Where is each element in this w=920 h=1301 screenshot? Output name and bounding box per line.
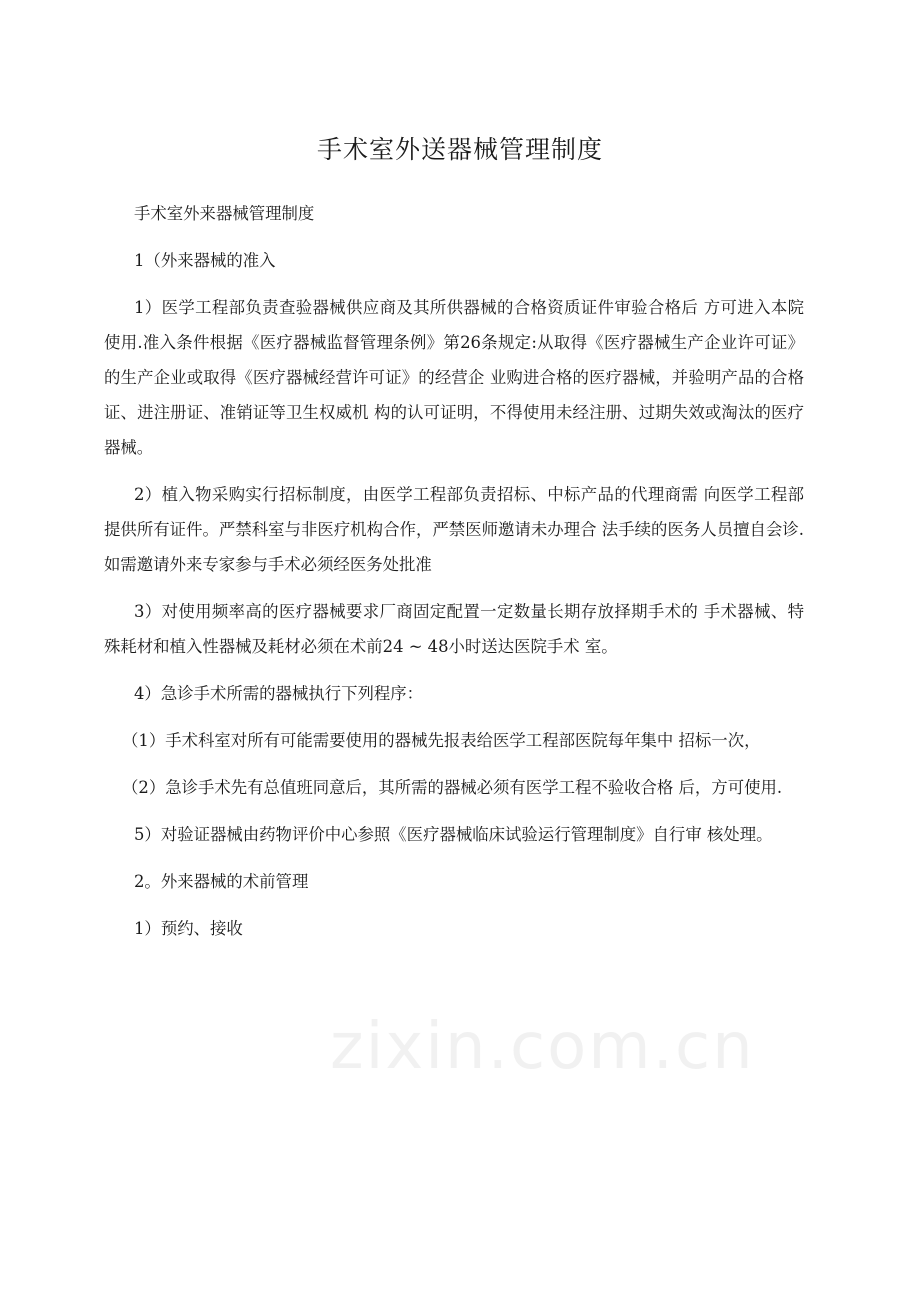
paragraph-item-4: 4）急诊手术所需的器械执行下列程序： — [134, 684, 424, 703]
subtitle-paragraph: 手术室外来器械管理制度 — [134, 204, 315, 223]
paragraph-item-5: 5）对验证器械由药物评价中心参照《医疗器械临床试验运行管理制度》自行审 核处理。 — [134, 825, 773, 844]
paragraph-item-6: 1）预约、接收 — [134, 919, 243, 938]
paragraph-item-2: 2）植入物采购实行招标制度，由医学工程部负责招标、中标产品的代理商需 向医学工程部提供所有证件。严禁科室与非医疗机构合作，严禁医师邀请未办理合 法手续的医务人员擅自会诊.如需邀请外来专家参与手术必须经医务处批准 — [104, 485, 804, 574]
section-heading-2: 2。外来器械的术前管理 — [134, 872, 309, 891]
document-body — [104, 196, 804, 958]
section-heading-1: 1（外来器械的准入 — [134, 251, 276, 270]
paragraph-subitem-2: （2）急诊手术先有总值班同意后，其所需的器械必须有医学工程不验收合格 后，方可使用. — [122, 778, 783, 797]
paragraph-item-1: 1）医学工程部负责查验器械供应商及其所供器械的合格资质证件审验合格后 方可进入本院使用.准入条件根据《医疗器械监督管理条例》第26条规定:从取得《医疗器械生产企业许可证》的生产企业或取得《医疗器械经营许可证》的经营企 业购进合格的医疗器械，并验明产品的合格证、进注册证、准销证等卫生权威机 构的认可证明，不得使用未经注册、过期失效或淘汰的医疗器械。 — [104, 298, 804, 457]
paragraph-subitem-1: （1）手术科室对所有可能需要使用的器械先报表给医学工程部医院每年集中 招标一次， — [122, 731, 761, 750]
document-title: 手术室外送器械管理制度 — [316, 135, 603, 164]
watermark: zixin.com.cn — [330, 1010, 755, 1084]
paragraph-item-3: 3）对使用频率高的医疗器械要求厂商固定配置一定数量长期存放择期手术的 手术器械、特殊耗材和植入性器械及耗材必须在术前24 ~ 48小时送达医院手术 室。 — [104, 602, 804, 656]
